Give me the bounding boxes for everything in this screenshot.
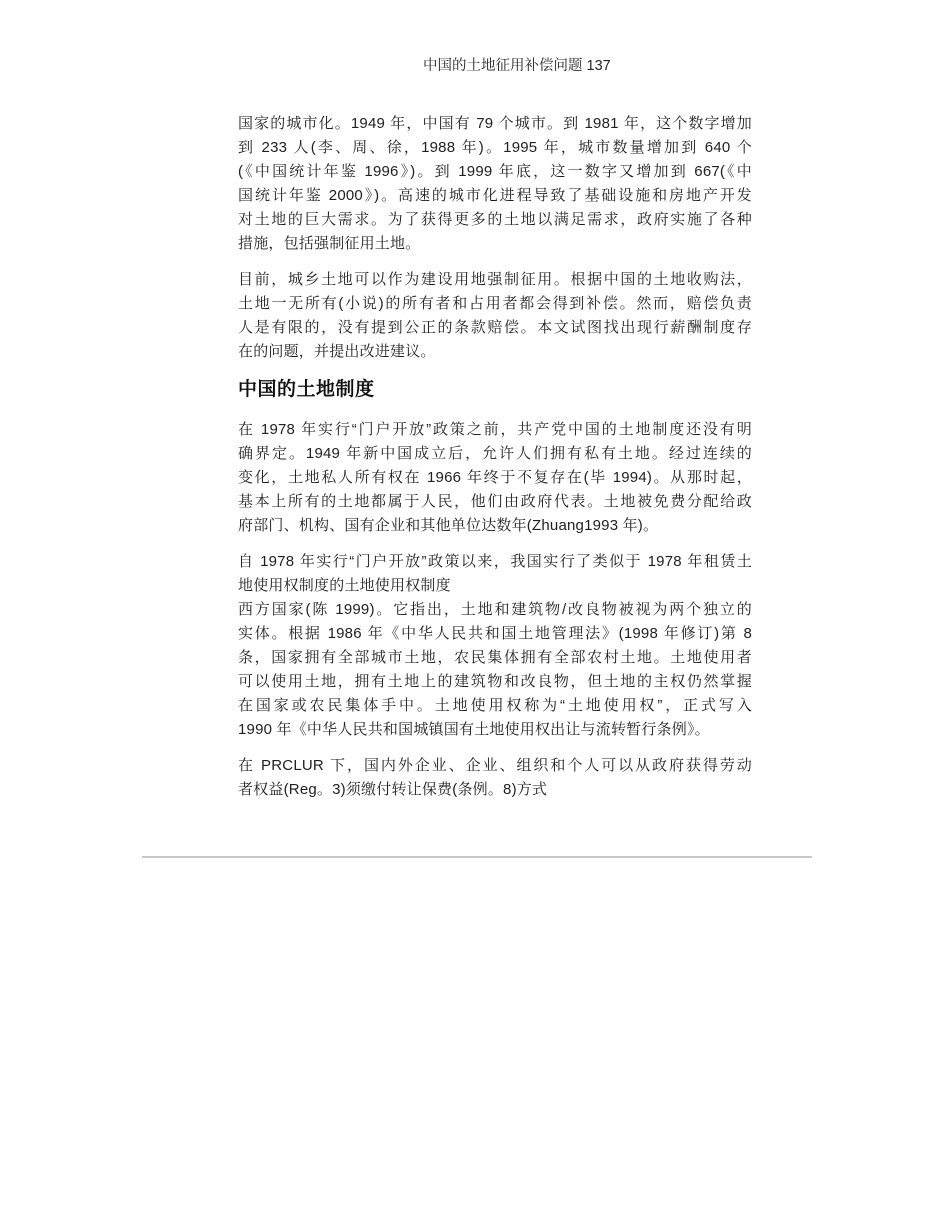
text-line: 西方国家(陈 1999)。它指出，土地和建筑物/改良物被视为两个独立的 (238, 601, 752, 618)
text-line: 在的问题，并提出改进建议。 (238, 343, 436, 360)
paragraph-urbanization (238, 112, 752, 256)
running-header (423, 57, 611, 75)
section-heading: 中国的土地制度 (238, 379, 375, 400)
paragraph-land-use-rights (238, 550, 752, 742)
text-line: 府部门、机构、国有企业和其他单位达数年(Zhuang1993 年)。 (238, 517, 659, 534)
text-line: 条，国家拥有全部城市土地，农民集体拥有全部农村土地。土地使用者 (238, 649, 752, 666)
text-line: 措施，包括强制征用土地。 (238, 235, 421, 252)
text-line: 国统计年鉴 2000》)。高速的城市化进程导致了基础设施和房地产开发 (238, 187, 752, 204)
text-line: 确界定。1949 年新中国成立后，允许人们拥有私有土地。经过连续的 (238, 445, 752, 462)
divider-line (142, 856, 812, 858)
content-column (238, 112, 752, 814)
header-title: 中国的土地征用补偿问题 (423, 58, 583, 74)
text-line: 目前，城乡土地可以作为建设用地强制征用。根据中国的土地收购法， (238, 271, 752, 288)
paragraph-land-system-history (238, 418, 752, 538)
text-line: 变化，土地私人所有权在 1966 年终于不复存在(毕 1994)。从那时起， (238, 469, 752, 486)
text-line: 土地一无所有(小说)的所有者和占用者都会得到补偿。然而，赔偿负责 (238, 295, 752, 312)
text-line: 实体。根据 1986 年《中华人民共和国土地管理法》(1998 年修订)第 8 (238, 625, 752, 642)
text-line: 者权益(Reg。3)须缴付转让保费(条例。8)方式 (238, 781, 548, 798)
text-line: 在国家或农民集体手中。土地使用权称为“土地使用权”，正式写入 (238, 697, 752, 714)
text-line: 基本上所有的土地都属于人民，他们由政府代表。土地被免费分配给政 (238, 493, 752, 510)
text-line: 自 1978 年实行“门户开放”政策以来，我国实行了类似于 1978 年租赁土 (238, 553, 752, 570)
text-line: 1990 年《中华人民共和国城镇国有土地使用权出让与流转暂行条例》。 (238, 721, 710, 738)
text-line: 国家的城市化。1949 年，中国有 79 个城市。到 1981 年，这个数字增加 (238, 115, 752, 132)
header-page-number: 137 (586, 58, 611, 74)
paragraph-prclur (238, 754, 752, 802)
text-line: 对土地的巨大需求。为了获得更多的土地以满足需求，政府实施了各种 (238, 211, 752, 228)
text-line: (《中国统计年鉴 1996》)。到 1999 年底，这一数字又增加到 667(《中 (238, 163, 752, 180)
text-line: 人是有限的，没有提到公正的条款赔偿。本文试图找出现行薪酬制度存 (238, 319, 752, 336)
text-line: 在 1978 年实行“门户开放”政策之前，共产党中国的土地制度还没有明 (238, 421, 752, 438)
text-line: 可以使用土地，拥有土地上的建筑物和改良物，但土地的主权仍然掌握 (238, 673, 752, 690)
text-line: 在 PRCLUR 下，国内外企业、企业、组织和个人可以从政府获得劳动 (238, 757, 752, 774)
paragraph-expropriation-intro (238, 268, 752, 364)
text-line: 到 233 人(李、周、徐，1988 年)。1995 年，城市数量增加到 640 个 (238, 139, 752, 156)
text-line: 地使用权制度的土地使用权制度 (238, 577, 451, 594)
